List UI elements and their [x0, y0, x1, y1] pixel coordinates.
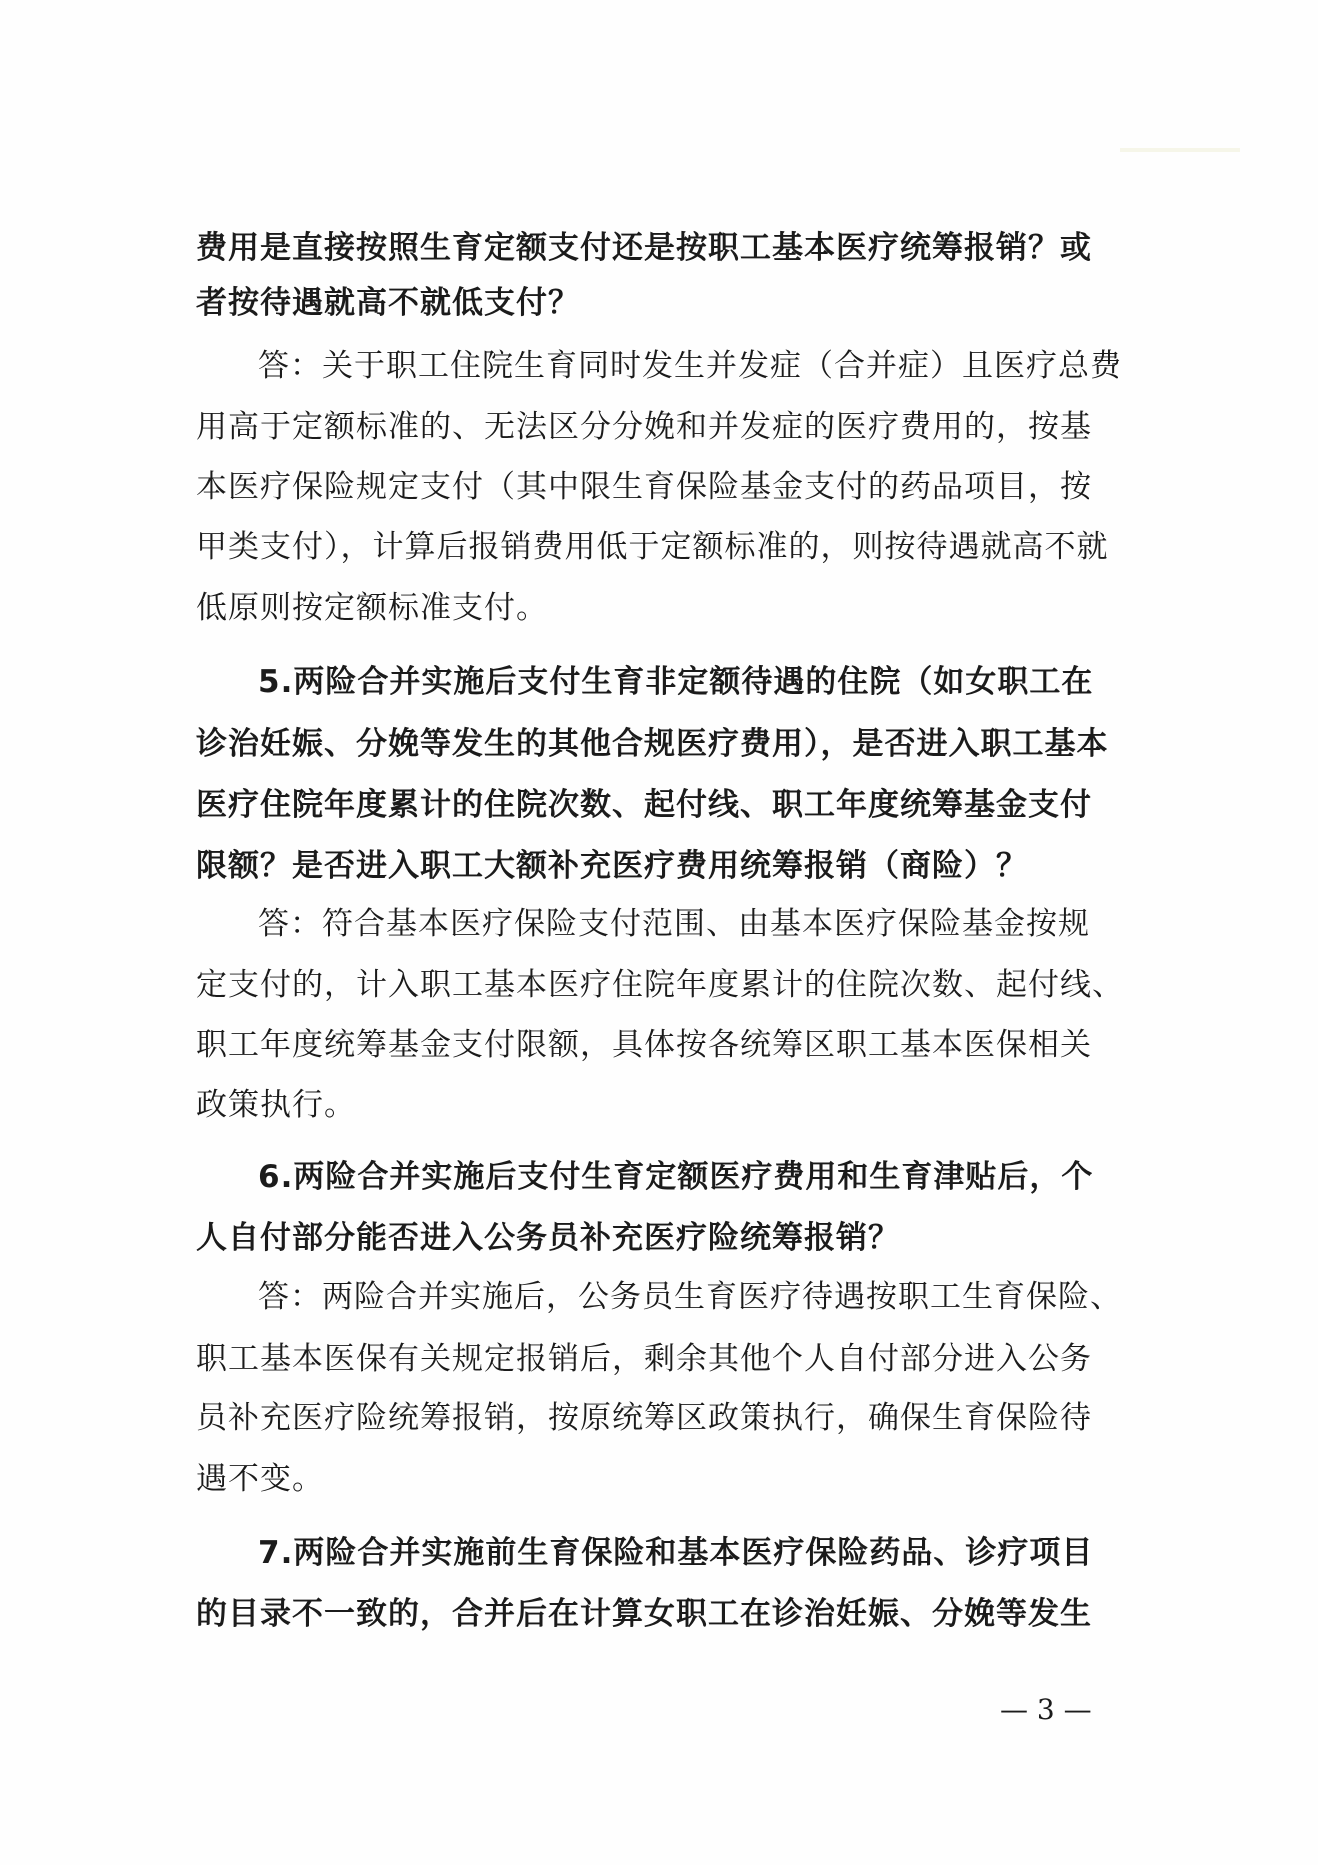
answer-5-line-1: 答：符合基本医疗保险支付范围、由基本医疗保险基金按规 [258, 906, 1090, 942]
answer-4-line-3: 本医疗保险规定支付（其中限生育保险基金支付的药品项目，按 [196, 469, 1092, 505]
question-5-line-2: 诊治妊娠、分娩等发生的其他合规医疗费用），是否进入职工基本 [196, 726, 1109, 762]
answer-5-line-4: 政策执行。 [196, 1087, 356, 1123]
question-4-continued-line-1: 费用是直接按照生育定额支付还是按职工基本医疗统筹报销？或 [196, 230, 1092, 266]
answer-6-line-4: 遇不变。 [196, 1461, 324, 1497]
question-6-line-1: 6.两险合并实施后支付生育定额医疗费用和生育津贴后，个 [258, 1159, 1094, 1195]
question-4-continued-line-2: 者按待遇就高不就低支付？ [196, 285, 580, 321]
scan-artifact [1120, 148, 1240, 152]
question-7-line-2: 的目录不一致的，合并后在计算女职工在诊治妊娠、分娩等发生 [196, 1596, 1092, 1632]
question-5-line-1: 5.两险合并实施后支付生育非定额待遇的住院（如女职工在 [258, 664, 1094, 700]
question-6-line-2: 人自付部分能否进入公务员补充医疗险统筹报销？ [196, 1220, 900, 1256]
answer-5-line-3: 职工年度统筹基金支付限额，具体按各统筹区职工基本医保相关 [196, 1027, 1092, 1063]
answer-4-line-1: 答：关于职工住院生育同时发生并发症（合并症）且医疗总费 [258, 348, 1122, 384]
question-7-line-1: 7.两险合并实施前生育保险和基本医疗保险药品、诊疗项目 [258, 1535, 1094, 1571]
answer-5-line-2: 定支付的，计入职工基本医疗住院年度累计的住院次数、起付线、 [196, 967, 1124, 1003]
question-5-line-3: 医疗住院年度累计的住院次数、起付线、职工年度统筹基金支付 [196, 787, 1092, 823]
answer-4-line-2: 用高于定额标准的、无法区分分娩和并发症的医疗费用的，按基 [196, 409, 1092, 445]
page-number: — 3 — [1000, 1693, 1092, 1726]
answer-6-line-2: 职工基本医保有关规定报销后，剩余其他个人自付部分进入公务 [196, 1341, 1092, 1377]
answer-6-line-3: 员补充医疗险统筹报销，按原统筹区政策执行，确保生育保险待 [196, 1400, 1092, 1436]
question-5-line-4: 限额？是否进入职工大额补充医疗费用统筹报销（商险）？ [196, 848, 1028, 884]
answer-4-line-4: 甲类支付），计算后报销费用低于定额标准的，则按待遇就高不就 [196, 529, 1109, 565]
answer-4-line-5: 低原则按定额标准支付。 [196, 590, 548, 626]
answer-6-line-1: 答：两险合并实施后，公务员生育医疗待遇按职工生育保险、 [258, 1279, 1122, 1315]
